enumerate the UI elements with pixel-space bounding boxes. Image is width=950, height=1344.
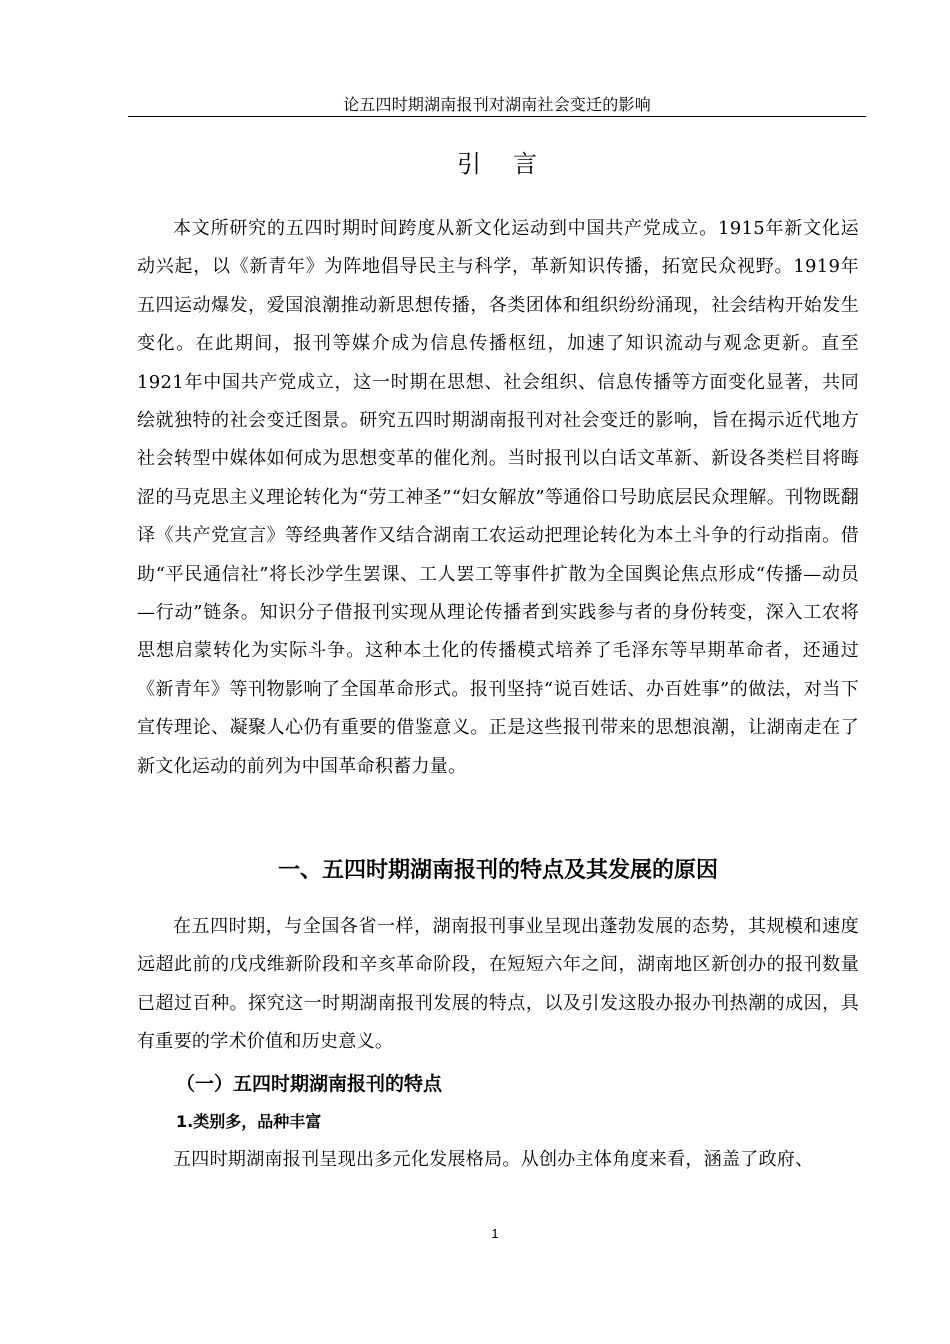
intro-paragraph: 本文所研究的五四时期时间跨度从新文化运动到中国共产党成立。1915年新文化运动兴起，以《新青年》为阵地倡导民主与科学，革新知识传播，拓宽民众视野。1919年五四运动爆发，爱国浪潮推动新思想传播，各类团体和组织纷纷涌现，社会结构开始发生变化。在此期间，报刊等媒介成为信息传播枢纽，加速了知识流动与观念更新。直至1921年中国共产党成立，这一时期在思想、社会组织、信息传播等方面变化显著，共同绘就独特的社会变迁图景。研究五四时期湖南报刊对社会变迁的影响，旨在揭示近代地方社会转型中媒体如何成为思想变革的催化剂。当时报刊以白话文革新、新设各类栏目将晦涩的马克思主义理论转化为“劳工神圣”“妇女解放”等通俗口号助底层民众理解。刊物既翻译《共产党宣言》等经典著作又结合湖南工农运动把理论转化为本土斗争的行动指南。借助“平民通信社”将长沙学生罢课、工人罢工等事件扩散为全国舆论焦点形成“传播—动员—行动”链条。知识分子借报刊实现从理论传播者到实践参与者的身份转变，深入工农将思想启蒙转化为实际斗争。这种本土化的传播模式培养了毛泽东等早期革命者，还通过《新青年》等刊物影响了全国革命形式。报刊坚持“说百姓话、办百姓事”的做法，对当下宣传理论、凝聚人心仍有重要的借鉴意义。正是这些报刊带来的思想浪潮，让湖南走在了新文化运动的前列为中国革命积蓄力量。 [137,218,859,777]
header-rule [128,116,866,117]
section-paragraph: 在五四时期，与全国各省一样，湖南报刊事业呈现出蓬勃发展的态势，其规模和速度远超此前的戊戌维新阶段和辛亥革命阶段，在短短六年之间，湖南地区新创办的报刊数量已超过百种。探究这一时期湖南报刊发展的特点，以及引发这股办报办刊热潮的成因，具有重要的学术价值和历史意义。 [137,916,859,1053]
subsection-paragraph: 五四时期湖南报刊呈现出多元化发展格局。从创办主体角度来看，涵盖了政府、 [173,1149,814,1170]
intro-title: 引言 [457,150,569,178]
subsection-heading: （一）五四时期湖南报刊的特点 [176,1073,443,1095]
section-heading: 一、五四时期湖南报刊的特点及其发展的原因 [277,858,718,883]
page-number: 1 [491,1226,499,1241]
running-header: 论五四时期湖南报刊对湖南社会变迁的影响 [343,95,651,114]
item-heading: 1.类别多，品种丰富 [176,1112,322,1131]
